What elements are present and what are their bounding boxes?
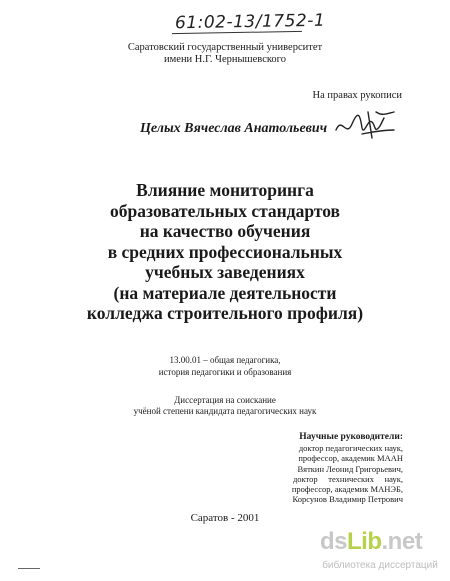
dissertation-title (0, 180, 450, 324)
specialty-line: 13.00.01 – общая педагогика, (169, 355, 281, 365)
supervisor-line: Корсунов Владимир Петрович (292, 494, 403, 505)
university-named-after: имени Н.Г. Чернышевского (164, 54, 286, 65)
supervisors-heading: Научные руководители: (299, 432, 403, 442)
handwritten-catalog-code: 61:02-13/1752-1 (174, 10, 326, 34)
supervisor-line: профессор, академик МААН (298, 453, 403, 464)
title-line: на качество обучения (139, 221, 311, 241)
title-line: учебных заведениях (145, 262, 305, 282)
title-line: (на материале деятельности (113, 282, 337, 303)
title-line: колледжа строительного профиля) (86, 303, 364, 323)
supervisor-line: доктор технических наук, (292, 473, 403, 484)
signature-icon (332, 108, 398, 142)
university-name: Саратовский государственный университет (127, 42, 323, 53)
degree-line: Диссертация на соискание (174, 395, 276, 405)
dslib-watermark[interactable] (320, 528, 440, 576)
specialty-code (0, 355, 450, 378)
title-line: Влияние мониторинга (136, 180, 314, 200)
degree-statement (0, 395, 450, 416)
title-line: образовательных стандартов (110, 200, 340, 221)
title-line: в средних профессиональных (107, 241, 343, 262)
university-header (0, 42, 450, 66)
dslib-logo: dsLib.net (320, 528, 423, 555)
scan-corner-mark (18, 568, 40, 570)
city-year: Саратов - 2001 (190, 512, 260, 524)
scientific-supervisors (292, 432, 403, 504)
supervisor-line: профессор, академик МАНЭБ, (291, 484, 403, 495)
specialty-line: история педагогики и образования (158, 366, 292, 377)
supervisor-line: Вяткин Леонид Григорьевич, (297, 463, 403, 474)
watermark-caption: библиотека диссертаций (322, 560, 438, 571)
manuscript-rights-note: На правах рукописи (312, 90, 402, 101)
degree-line: учёной степени кандидата педагогических наук (133, 405, 317, 416)
author-name: Целых Вячеслав Анатольевич (140, 121, 328, 136)
supervisor-line: доктор педагогических наук, (298, 443, 403, 454)
